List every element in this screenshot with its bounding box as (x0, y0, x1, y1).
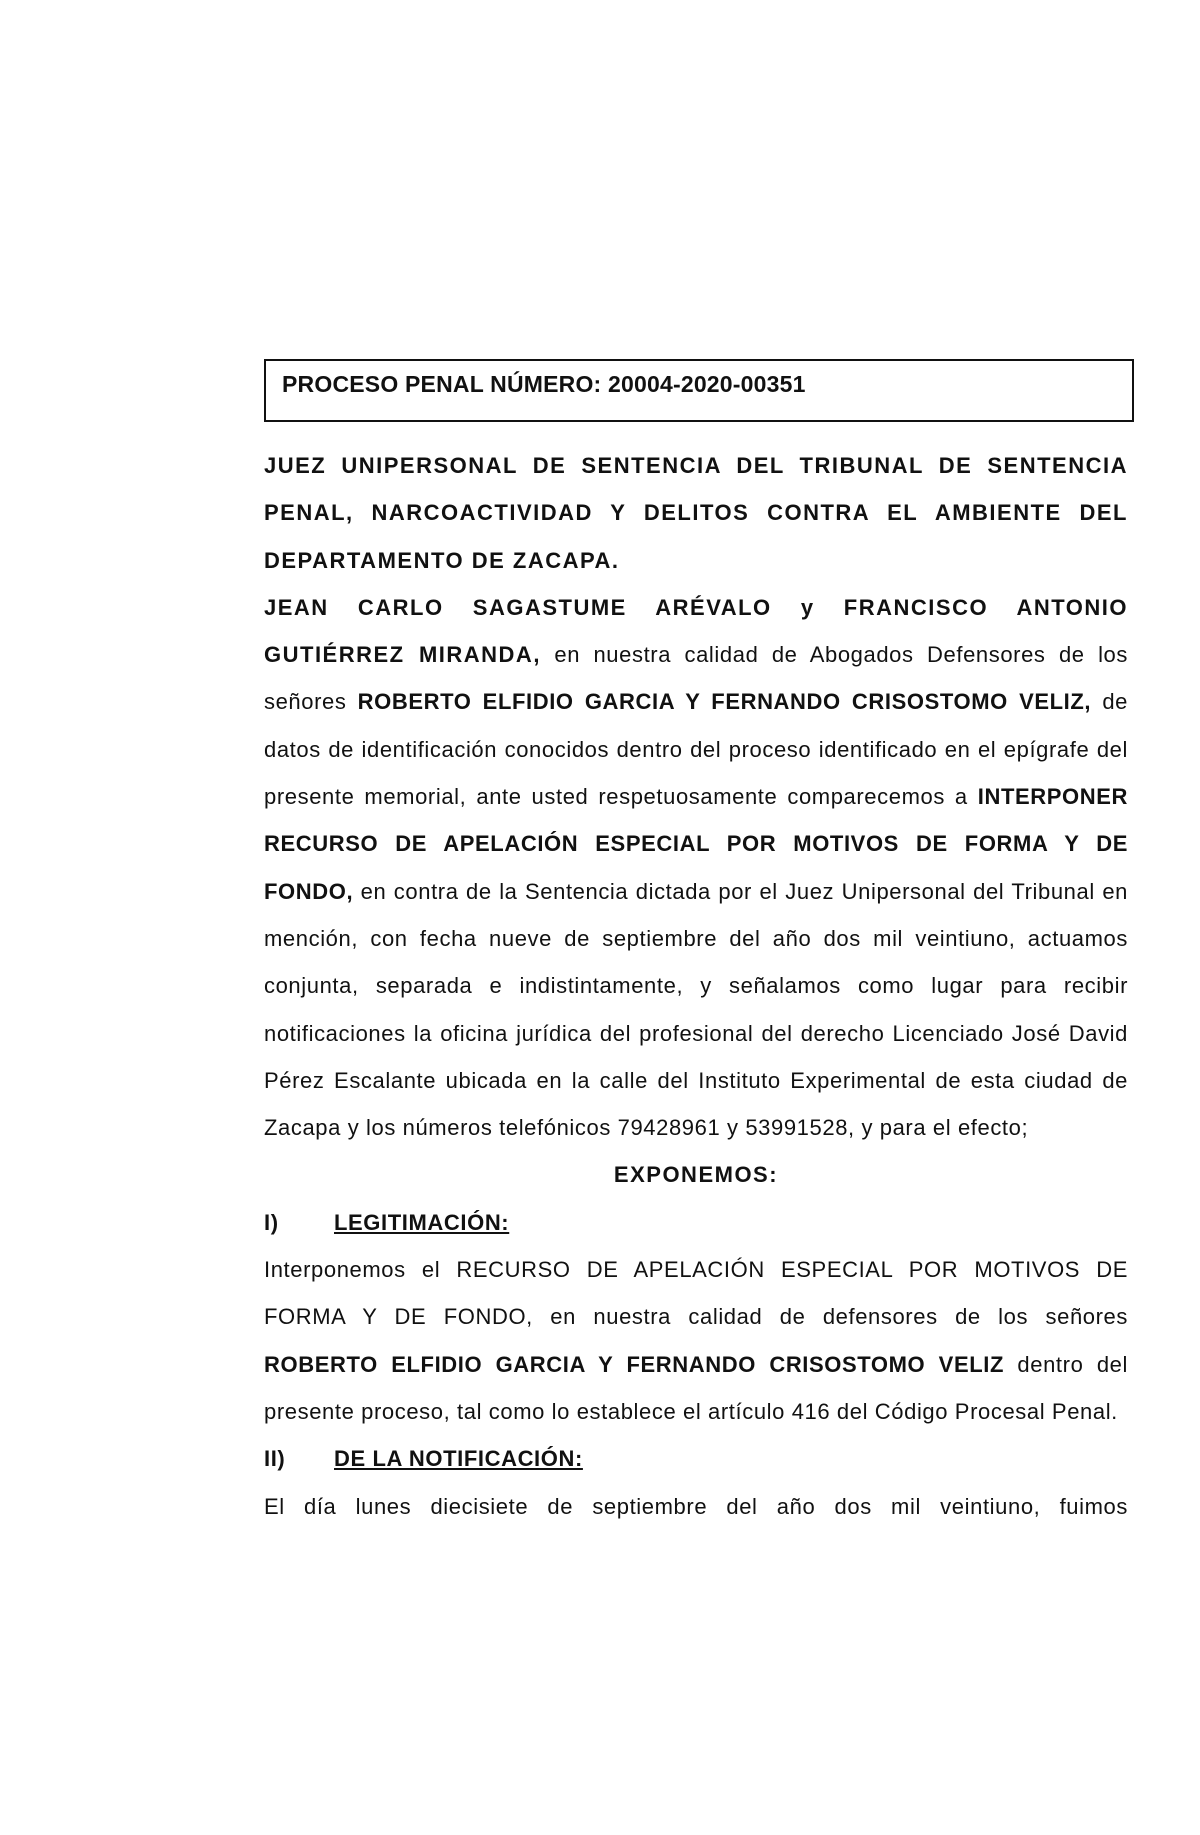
section-1-number: I) (264, 1209, 279, 1235)
lawyers-names: JEAN CARLO SAGASTUME ARÉVALO y FRANCISCO ANTONIO GUTIÉRREZ MIRANDA, (264, 594, 1128, 668)
section-1-paragraph (264, 1246, 1128, 1435)
section-1-text-2: dentro del presente proceso, tal como lo establece el artículo 416 del Código Procesal Penal. (264, 1351, 1128, 1424)
addressee-paragraph: JUEZ UNIPERSONAL DE SENTENCIA DEL TRIBUNAL DE SENTENCIA PENAL, NARCOACTIVIDAD Y DELITOS CONTRA EL AMBIENTE DEL DEPARTAMENTO DE ZACAPA. (264, 453, 1128, 573)
case-number-title: PROCESO PENAL NÚMERO: 20004-2020-00351 (282, 371, 806, 397)
section-2-paragraph: El día lunes diecisiete de septiembre del año dos mil veintiuno, fuimos (264, 1493, 1128, 1519)
memorial-body (264, 442, 1128, 1530)
section-1-heading (264, 1199, 1128, 1246)
section-1-text-1: Interponemos el RECURSO DE APELACIÓN ESPECIAL POR MOTIVOS DE FORMA Y DE FONDO, en nuestra calidad de defensores de los señores (264, 1257, 1128, 1330)
section-1-title: LEGITIMACIÓN: (334, 1209, 510, 1235)
section-2-heading (264, 1435, 1128, 1482)
intro-text-3: en contra de la Sentencia dictada por el Juez Unipersonal del Tribunal en mención, con fecha nueve de septiembre del año dos mil veintiuno, actuamos conjunta, separada e indistintamente, y señalamos como lugar para recibir notificaciones la oficina jurídica del profesional del derecho Licenciado José David Pérez Escalante ubicada en la calle del Instituto Experimental de esta ciudad de Zacapa y los números telefónicos 79428961 y 53991528, y para el efecto; (264, 878, 1128, 1141)
intro-text-1: en nuestra calidad de Abogados Defensores de los señores (264, 642, 1128, 715)
section-2-number: II) (264, 1446, 286, 1472)
case-number-box (264, 359, 1134, 422)
intro-text-2: de datos de identificación conocidos dentro del proceso identificado en el epígrafe del presente memorial, ante usted respetuosamente comparecemos a (264, 689, 1128, 810)
appeal-action: INTERPONER RECURSO DE APELACIÓN ESPECIAL POR MOTIVOS DE FORMA Y DE FONDO, (264, 784, 1128, 904)
section-2-title: DE LA NOTIFICACIÓN: (334, 1446, 583, 1472)
intro-paragraph (264, 584, 1128, 1152)
section-1-clients: ROBERTO ELFIDIO GARCIA Y FERNANDO CRISOSTOMO VELIZ (264, 1351, 1005, 1377)
client-names: ROBERTO ELFIDIO GARCIA Y FERNANDO CRISOSTOMO VELIZ, (357, 689, 1092, 715)
exponemos-heading: EXPONEMOS: (613, 1162, 779, 1188)
